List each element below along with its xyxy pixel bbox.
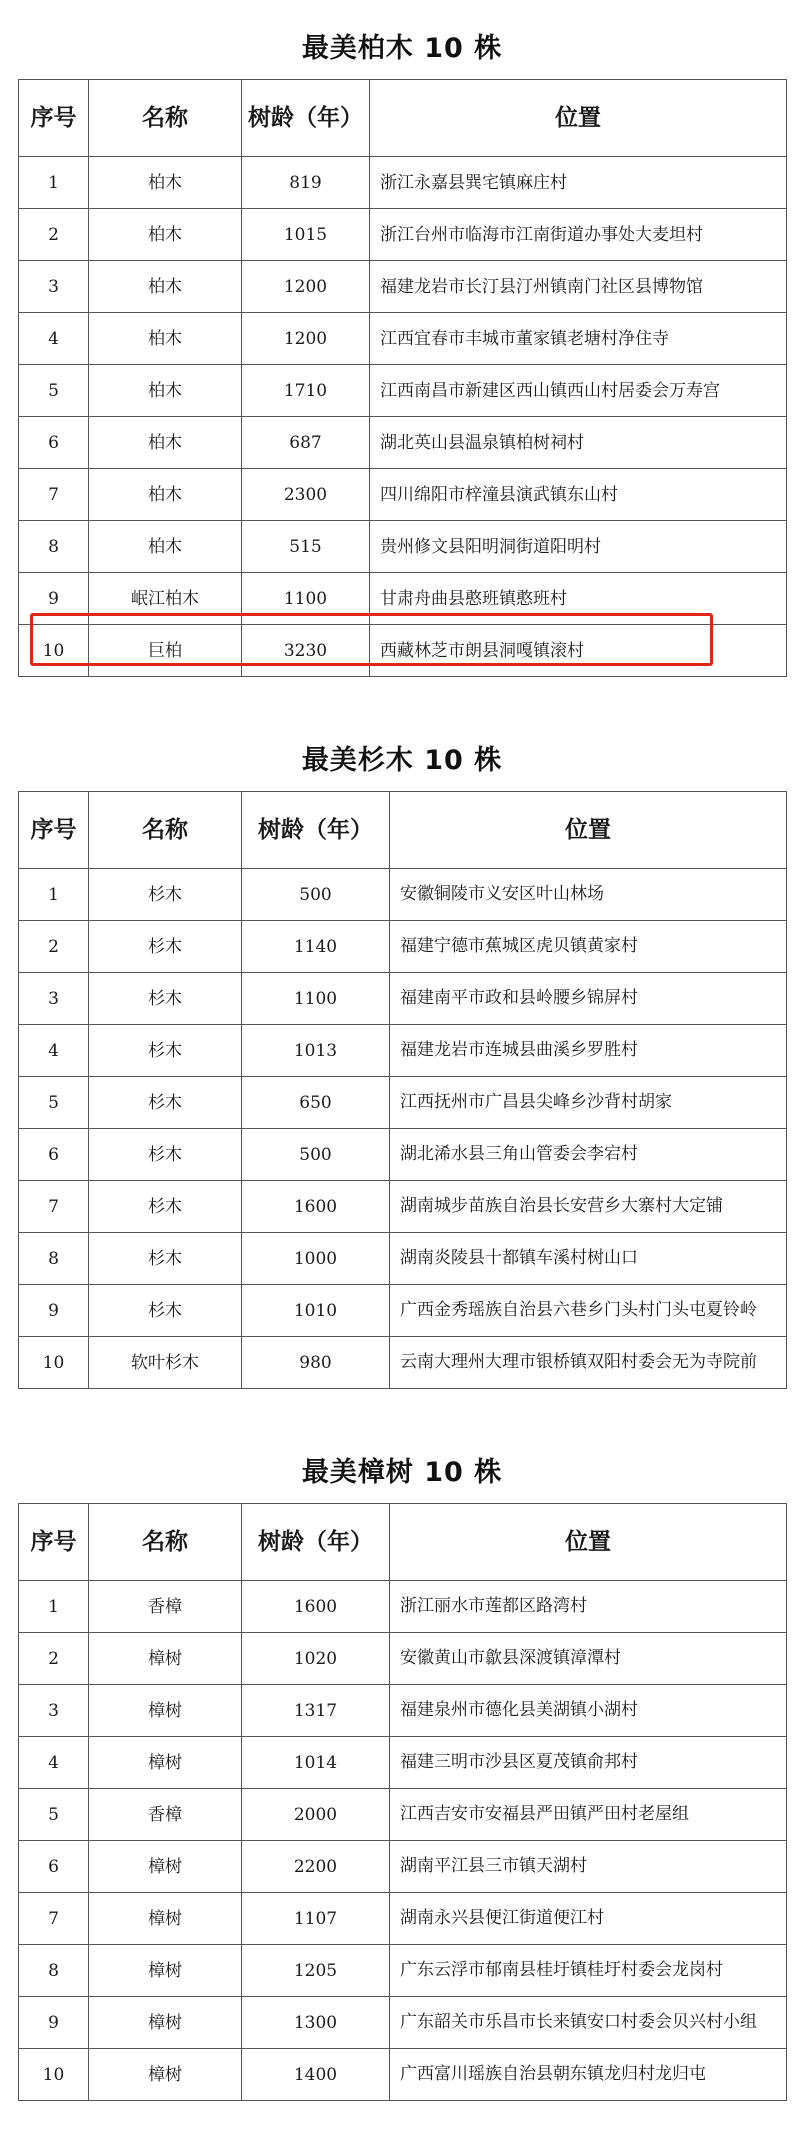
table-cell: 10 xyxy=(19,2049,89,2101)
table-cell: 杉木 xyxy=(89,869,242,921)
header-age: 树龄（年） xyxy=(242,1504,390,1581)
header-location: 位置 xyxy=(390,1504,787,1581)
table-cell: 1 xyxy=(19,869,89,921)
table-cell: 柏木 xyxy=(89,261,242,313)
table-cell: 8 xyxy=(19,1945,89,1997)
table-row xyxy=(19,261,787,313)
section-title: 最美柏木 10 株 xyxy=(301,33,503,64)
table-cell: 杉木 xyxy=(89,921,242,973)
table-cell: 柏木 xyxy=(89,157,242,209)
table-row xyxy=(19,521,787,573)
table-cell: 柏木 xyxy=(89,313,242,365)
location-cell: 浙江台州市临海市江南街道办事处大麦坦村 xyxy=(370,209,787,261)
header-index: 序号 xyxy=(19,80,89,157)
location-cell: 湖南城步苗族自治县长安营乡大寨村大定铺 xyxy=(390,1181,787,1233)
table-row xyxy=(19,1025,787,1077)
table-row xyxy=(19,365,787,417)
table-cell: 1000 xyxy=(242,1233,390,1285)
table-cell: 6 xyxy=(19,1841,89,1893)
table-cell: 1015 xyxy=(242,209,370,261)
table-row xyxy=(19,1337,787,1389)
table-cell: 樟树 xyxy=(89,1841,242,1893)
table-cell: 3 xyxy=(19,261,89,313)
table-row xyxy=(19,1737,787,1789)
table-row xyxy=(19,1685,787,1737)
table-cell: 1 xyxy=(19,157,89,209)
table-cell: 杉木 xyxy=(89,1285,242,1337)
location-cell: 湖北英山县温泉镇柏树祠村 xyxy=(370,417,787,469)
table-cell: 515 xyxy=(242,521,370,573)
table-cell: 10 xyxy=(19,1337,89,1389)
table-cell: 香樟 xyxy=(89,1581,242,1633)
table-row xyxy=(19,469,787,521)
cypress-table xyxy=(18,79,787,677)
table-cell: 2 xyxy=(19,1633,89,1685)
table-cell: 1300 xyxy=(242,1997,390,2049)
location-cell: 福建龙岩市连城县曲溪乡罗胜村 xyxy=(390,1025,787,1077)
location-cell: 广西富川瑶族自治县朝东镇龙归村龙归屯 xyxy=(390,2049,787,2101)
table-cell: 2000 xyxy=(242,1789,390,1841)
table-row xyxy=(19,417,787,469)
table-cell: 1010 xyxy=(242,1285,390,1337)
table-cell: 1710 xyxy=(242,365,370,417)
table-row xyxy=(19,1077,787,1129)
table-row xyxy=(19,313,787,365)
location-cell: 湖北浠水县三角山管委会李宕村 xyxy=(390,1129,787,1181)
table-row xyxy=(19,1129,787,1181)
location-cell: 安徽黄山市歙县深渡镇漳潭村 xyxy=(390,1633,787,1685)
table-cell: 650 xyxy=(242,1077,390,1129)
table-cell: 7 xyxy=(19,1181,89,1233)
table-row xyxy=(19,1581,787,1633)
header-age: 树龄（年） xyxy=(242,792,390,869)
location-cell: 福建南平市政和县岭腰乡锦屏村 xyxy=(390,973,787,1025)
table-row xyxy=(19,1945,787,1997)
location-cell: 福建龙岩市长汀县汀州镇南门社区县博物馆 xyxy=(370,261,787,313)
table-cell: 687 xyxy=(242,417,370,469)
header-location: 位置 xyxy=(390,792,787,869)
table-row xyxy=(19,1233,787,1285)
header-age: 树龄（年） xyxy=(242,80,370,157)
table-cell: 软叶杉木 xyxy=(89,1337,242,1389)
header-name: 名称 xyxy=(89,1504,242,1581)
table-row xyxy=(19,625,787,677)
table-row xyxy=(19,1285,787,1337)
table-row xyxy=(19,1893,787,1945)
table-cell: 柏木 xyxy=(89,469,242,521)
table-cell: 樟树 xyxy=(89,2049,242,2101)
table-row xyxy=(19,921,787,973)
header-index: 序号 xyxy=(19,1504,89,1581)
table-cell: 6 xyxy=(19,1129,89,1181)
table-cell: 1013 xyxy=(242,1025,390,1077)
table-cell: 1107 xyxy=(242,1893,390,1945)
table-row xyxy=(19,1841,787,1893)
camphor-table xyxy=(18,1503,787,2101)
table-cell: 巨柏 xyxy=(89,625,242,677)
table-cell: 樟树 xyxy=(89,1945,242,1997)
table-cell: 杉木 xyxy=(89,1077,242,1129)
table-cell: 6 xyxy=(19,417,89,469)
table-cell: 10 xyxy=(19,625,89,677)
section-cypress xyxy=(18,26,786,677)
table-cell: 9 xyxy=(19,1997,89,2049)
table-cell: 500 xyxy=(242,1129,390,1181)
table-cell: 819 xyxy=(242,157,370,209)
location-cell: 贵州修文县阳明洞街道阳明村 xyxy=(370,521,787,573)
table-row xyxy=(19,973,787,1025)
table-cell: 1014 xyxy=(242,1737,390,1789)
table-cell: 3 xyxy=(19,1685,89,1737)
location-cell: 湖南平江县三市镇天湖村 xyxy=(390,1841,787,1893)
table-row xyxy=(19,157,787,209)
table-cell: 5 xyxy=(19,1077,89,1129)
table-cell: 樟树 xyxy=(89,1893,242,1945)
location-cell: 广东云浮市郁南县桂圩镇桂圩村委会龙岗村 xyxy=(390,1945,787,1997)
table-cell: 杉木 xyxy=(89,1181,242,1233)
table-cell: 香樟 xyxy=(89,1789,242,1841)
location-cell: 西藏林芝市朗县洞嘎镇滚村 xyxy=(370,625,787,677)
table-cell: 1600 xyxy=(242,1581,390,1633)
table-cell: 樟树 xyxy=(89,1633,242,1685)
location-cell: 福建宁德市蕉城区虎贝镇黄家村 xyxy=(390,921,787,973)
table-row xyxy=(19,1181,787,1233)
table-cell: 1100 xyxy=(242,573,370,625)
table-cell: 杉木 xyxy=(89,1129,242,1181)
table-cell: 柏木 xyxy=(89,209,242,261)
table-cell: 1205 xyxy=(242,1945,390,1997)
header-name: 名称 xyxy=(89,80,242,157)
table-cell: 8 xyxy=(19,521,89,573)
table-cell: 3 xyxy=(19,973,89,1025)
table-cell: 2300 xyxy=(242,469,370,521)
location-cell: 江西宜春市丰城市董家镇老塘村净住寺 xyxy=(370,313,787,365)
location-cell: 甘肃舟曲县憨班镇憨班村 xyxy=(370,573,787,625)
table-cell: 柏木 xyxy=(89,521,242,573)
location-cell: 江西抚州市广昌县尖峰乡沙背村胡家 xyxy=(390,1077,787,1129)
header-index: 序号 xyxy=(19,792,89,869)
location-cell: 云南大理州大理市银桥镇双阳村委会无为寺院前 xyxy=(390,1337,787,1389)
location-cell: 广西金秀瑶族自治县六巷乡门头村门头屯夏铃岭 xyxy=(390,1285,787,1337)
table-cell: 1140 xyxy=(242,921,390,973)
location-cell: 安徽铜陵市义安区叶山林场 xyxy=(390,869,787,921)
table-cell: 1100 xyxy=(242,973,390,1025)
section-title: 最美樟树 10 株 xyxy=(301,1457,503,1488)
location-cell: 江西南昌市新建区西山镇西山村居委会万寿宫 xyxy=(370,365,787,417)
table-row xyxy=(19,869,787,921)
section-title: 最美杉木 10 株 xyxy=(301,745,503,776)
table-cell: 2 xyxy=(19,209,89,261)
table-cell: 1400 xyxy=(242,2049,390,2101)
location-cell: 江西吉安市安福县严田镇严田村老屋组 xyxy=(390,1789,787,1841)
location-cell: 福建三明市沙县区夏茂镇俞邦村 xyxy=(390,1737,787,1789)
table-cell: 1600 xyxy=(242,1181,390,1233)
location-cell: 浙江丽水市莲都区路湾村 xyxy=(390,1581,787,1633)
table-cell: 杉木 xyxy=(89,1025,242,1077)
table-cell: 2 xyxy=(19,921,89,973)
location-cell: 浙江永嘉县巽宅镇麻庄村 xyxy=(370,157,787,209)
location-cell: 湖南炎陵县十都镇车溪村树山口 xyxy=(390,1233,787,1285)
table-row xyxy=(19,1633,787,1685)
table-cell: 4 xyxy=(19,1025,89,1077)
table-row xyxy=(19,1789,787,1841)
table-cell: 1317 xyxy=(242,1685,390,1737)
table-cell: 9 xyxy=(19,1285,89,1337)
table-row-highlighted xyxy=(19,573,787,625)
section-camphor xyxy=(18,1450,786,2101)
table-cell: 1200 xyxy=(242,261,370,313)
header-location: 位置 xyxy=(370,80,787,157)
table-cell: 杉木 xyxy=(89,1233,242,1285)
table-row xyxy=(19,1997,787,2049)
header-name: 名称 xyxy=(89,792,242,869)
location-cell: 四川绵阳市梓潼县演武镇东山村 xyxy=(370,469,787,521)
table-cell: 4 xyxy=(19,313,89,365)
table-cell: 1200 xyxy=(242,313,370,365)
table-cell: 1020 xyxy=(242,1633,390,1685)
table-cell: 500 xyxy=(242,869,390,921)
table-cell: 樟树 xyxy=(89,1997,242,2049)
table-cell: 樟树 xyxy=(89,1737,242,1789)
fir-table xyxy=(18,791,787,1389)
table-cell: 樟树 xyxy=(89,1685,242,1737)
table-row xyxy=(19,209,787,261)
location-cell: 广东韶关市乐昌市长来镇安口村委会贝兴村小组 xyxy=(390,1997,787,2049)
table-cell: 岷江柏木 xyxy=(89,573,242,625)
table-cell: 7 xyxy=(19,469,89,521)
table-cell: 2200 xyxy=(242,1841,390,1893)
table-cell: 8 xyxy=(19,1233,89,1285)
table-cell: 柏木 xyxy=(89,417,242,469)
table-cell: 3230 xyxy=(242,625,370,677)
table-row xyxy=(19,2049,787,2101)
table-cell: 4 xyxy=(19,1737,89,1789)
table-cell: 5 xyxy=(19,1789,89,1841)
table-cell: 7 xyxy=(19,1893,89,1945)
table-cell: 柏木 xyxy=(89,365,242,417)
section-fir xyxy=(18,738,786,1389)
table-cell: 9 xyxy=(19,573,89,625)
table-cell: 5 xyxy=(19,365,89,417)
table-cell: 1 xyxy=(19,1581,89,1633)
table-cell: 980 xyxy=(242,1337,390,1389)
table-cell: 杉木 xyxy=(89,973,242,1025)
location-cell: 湖南永兴县便江街道便江村 xyxy=(390,1893,787,1945)
location-cell: 福建泉州市德化县美湖镇小湖村 xyxy=(390,1685,787,1737)
